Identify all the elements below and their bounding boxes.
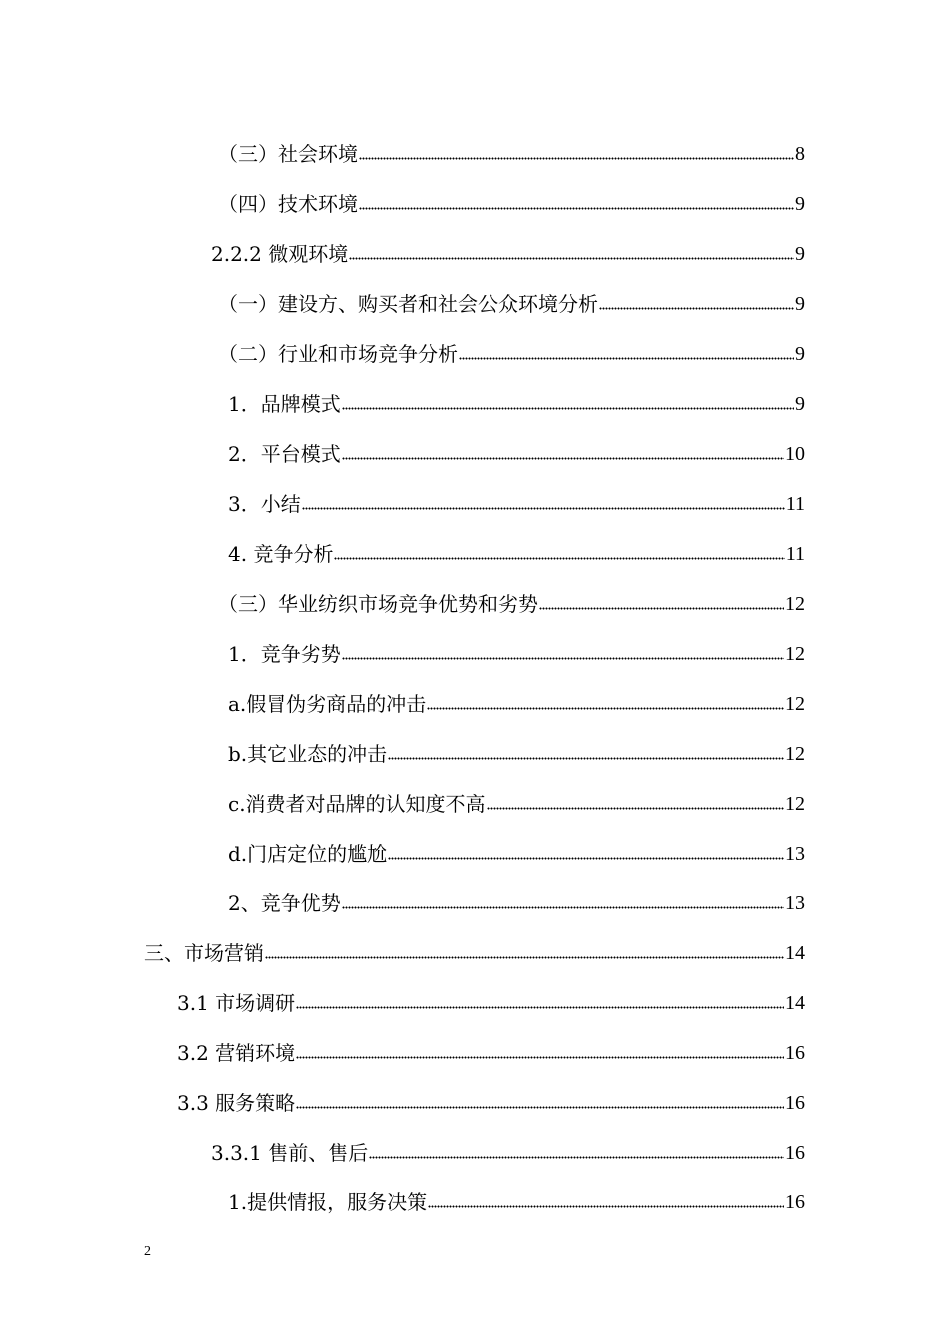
toc-entry-page: 14 [785,942,805,964]
toc-leader [539,605,784,611]
toc-entry-label: 3．小结 [228,492,301,516]
toc-entry [177,1086,805,1116]
toc-entry-label: 三、市场营销 [144,941,264,965]
toc-entry-label: 2、竞争优势 [228,891,341,915]
toc-entry [144,936,805,966]
toc-leader [369,1154,784,1160]
toc-entry-page: 16 [785,1042,805,1064]
toc-entry-label: 2.2.2 微观环境 [211,242,349,266]
toc-entry-label: 1.提供情报，服务决策 [228,1190,428,1214]
toc-leader [302,505,785,511]
toc-leader [349,255,794,261]
toc-leader [296,1104,784,1110]
toc-entry [228,737,805,767]
toc-entry [228,487,805,517]
toc-entry-label: d.门店定位的尴尬 [228,842,388,866]
toc-entry-page: 12 [785,693,805,715]
toc-entry-page: 16 [785,1142,805,1164]
toc-entry-label: （三）社会环境 [218,142,358,166]
toc-entry [228,787,805,817]
toc-entry [228,537,805,567]
toc-entry-page: 10 [785,443,805,465]
toc-leader [459,355,794,361]
toc-leader [342,904,784,910]
toc-entry-page: 14 [785,992,805,1014]
toc-entry [228,437,805,467]
toc-leader [359,205,794,211]
toc-leader [359,155,794,161]
toc-entry-page: 16 [785,1092,805,1114]
toc-entry-page: 9 [795,293,805,315]
toc-entry-label: （二）行业和市场竞争分析 [218,342,458,366]
toc-entry-page: 11 [785,493,805,515]
toc-leader [296,1054,784,1060]
toc-leader [599,305,794,311]
toc-entry-page: 11 [785,543,805,565]
toc-leader [428,1203,784,1209]
toc-entry-page: 9 [795,343,805,365]
toc-entry-page: 9 [795,243,805,265]
toc-entry-label: 3.3 服务策略 [177,1091,296,1115]
toc-entry-label: a.假冒伪劣商品的冲击 [228,692,427,716]
toc-entry-page: 16 [785,1191,805,1213]
toc-entry [211,1136,805,1166]
toc-leader [296,1004,784,1010]
toc-entry-page: 12 [785,643,805,665]
toc-entry-page: 13 [785,843,805,865]
toc-entry [218,587,805,617]
toc-entry-label: 3.2 营销环境 [177,1041,296,1065]
toc-entry-page: 9 [795,393,805,415]
toc-entry-page: 12 [785,743,805,765]
toc-entry [218,337,805,367]
toc-leader [342,455,784,461]
toc-entry-label: 2．平台模式 [228,442,341,466]
toc-entry [228,1185,805,1215]
toc-entry [218,137,805,167]
toc-entry [211,237,805,267]
toc-leader [265,954,784,960]
toc-entry-label: 3.3.1 售前、售后 [211,1141,369,1165]
toc-leader [342,655,784,661]
toc-entry [177,1036,805,1066]
toc-entry-page: 12 [785,593,805,615]
toc-entry [218,287,805,317]
toc-entry-page: 13 [785,892,805,914]
toc-leader [388,755,784,761]
toc-entry [228,886,805,916]
toc-entry-label: （三）华业纺织市场竞争优势和劣势 [218,592,538,616]
toc-leader [334,555,784,561]
toc-entry-label: （一）建设方、购买者和社会公众环境分析 [218,292,598,316]
toc-leader [388,855,784,861]
toc-entry [228,837,805,867]
toc-leader [342,405,794,411]
toc-entry-page: 9 [795,193,805,215]
toc-entry-label: 1．竞争劣势 [228,642,341,666]
toc-entry [177,986,805,1016]
toc-entry-label: b.其它业态的冲击 [228,742,388,766]
toc-entry [228,387,805,417]
toc-leader [427,705,784,711]
toc-entry-label: 3.1 市场调研 [177,991,296,1015]
toc-entry-label: 1．品牌模式 [228,392,341,416]
toc-entry [218,187,805,217]
toc-entry-label: 4. 竞争分析 [228,542,334,566]
toc-entry-label: （四）技术环境 [218,192,358,216]
toc-entry-page: 8 [795,143,805,165]
page-number: 2 [144,1244,151,1259]
toc-entry [228,687,805,717]
toc-entry-page: 12 [785,793,805,815]
toc-entry [228,637,805,667]
toc-entry-label: c.消费者对品牌的认知度不高 [228,792,486,816]
toc-leader [487,805,784,811]
